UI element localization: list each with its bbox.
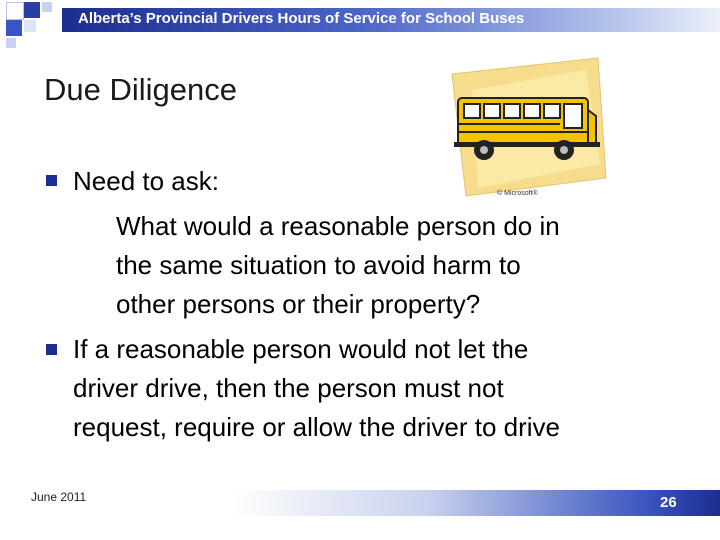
footer-bar — [232, 490, 720, 516]
sub-text-line: What would a reasonable person do in — [116, 211, 560, 241]
bullet-text: request, require or allow the driver to drive — [73, 412, 561, 442]
sub-text-line: the same situation to avoid harm to — [116, 250, 521, 280]
sub-text-line: other persons or their property? — [116, 289, 481, 319]
image-copyright: © Microsoft® — [497, 190, 538, 197]
bullet-text: driver drive, then the person must not — [73, 373, 504, 403]
footer-date: June 2011 — [31, 490, 87, 504]
bullet-icon — [46, 344, 57, 355]
slide-heading: Due Diligence — [44, 72, 237, 107]
bullet-text: Need to ask: — [73, 166, 219, 196]
corner-decoration — [0, 0, 60, 50]
school-bus-clipart — [448, 56, 608, 206]
presentation-title: Alberta’s Provincial Drivers Hours of Service for School Buses — [78, 10, 525, 27]
school-bus-icon — [448, 56, 608, 206]
bullet-icon — [46, 175, 57, 186]
bullet-text: If a reasonable person would not let the — [73, 334, 529, 364]
page-number: 26 — [660, 494, 677, 511]
